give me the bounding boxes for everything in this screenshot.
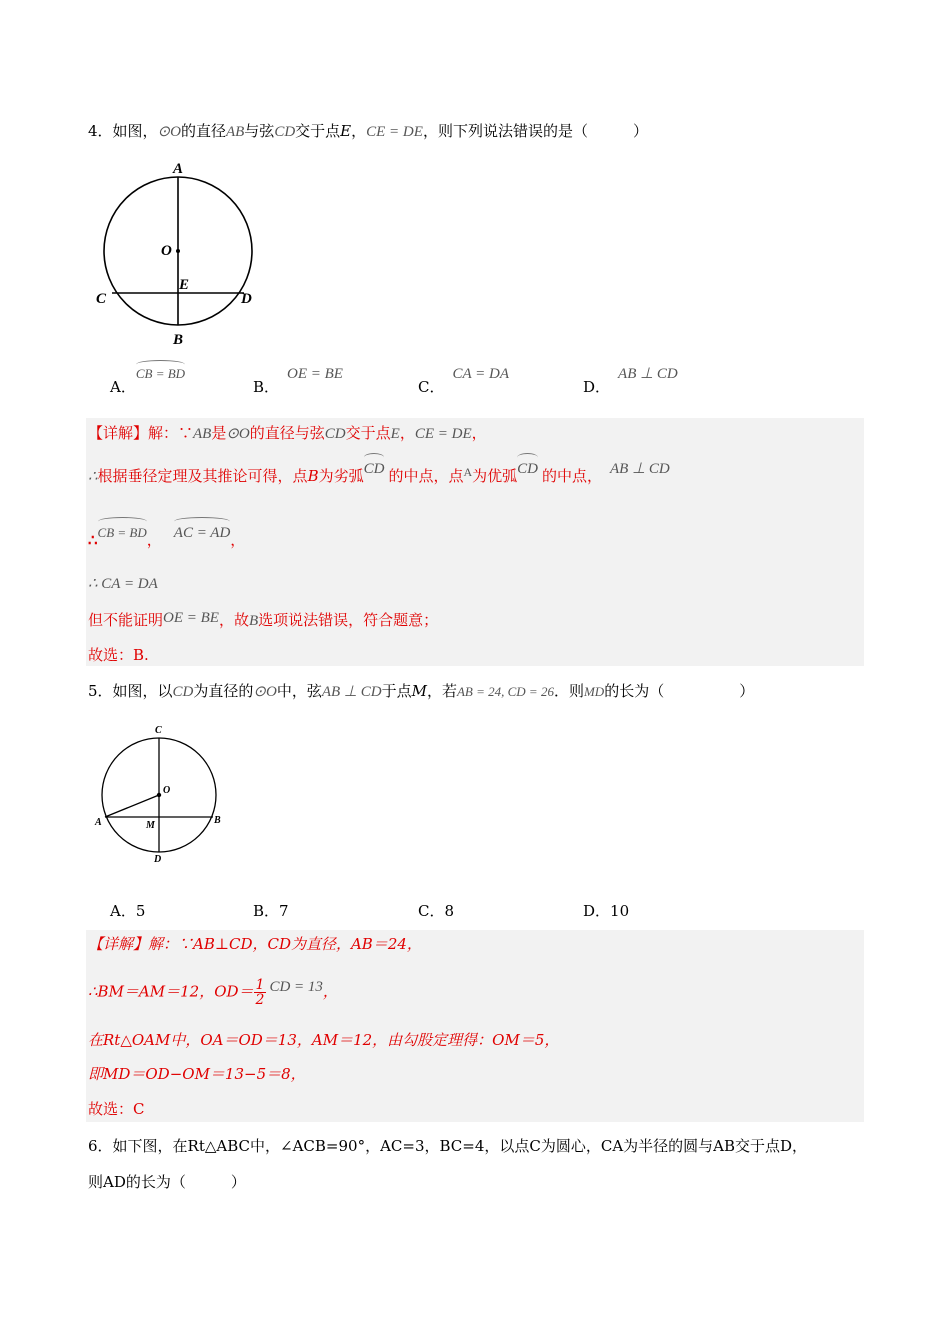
- q5-label-d: D: [154, 854, 162, 865]
- q5-stem: 5．如图，以CD为直径的⊙O中，弦AB ⊥ CD于点M，若AB = 24, CD = 26．则MD的长为（ ）: [88, 682, 755, 700]
- q4-option-a: A．CB = BD: [110, 366, 186, 396]
- q4-sol-line-3: ∴CB = BD， AC = AD，: [88, 525, 246, 549]
- q4-label-d: D: [241, 291, 252, 307]
- q5-sol-line-3: 在Rt△OAM中，OA＝OD＝13，AM＝12，由勾股定理得：OM＝5，: [88, 1031, 560, 1049]
- q5-option-b: B．7: [253, 902, 289, 920]
- q5-label-a: A: [95, 817, 102, 828]
- q4-label-a: A: [173, 161, 184, 177]
- q4-label-e: E: [179, 277, 190, 293]
- q5-solution-box: [86, 930, 864, 1122]
- q4-option-b: B．OE = BE: [253, 366, 343, 396]
- q4-label-o: O: [161, 243, 172, 259]
- q4-option-d: D．AB ⊥ CD: [583, 366, 678, 396]
- q4-sol-line-4: ∴ CA = DA: [88, 576, 158, 592]
- q5-label-b: B: [214, 815, 221, 826]
- q4-label-b: B: [173, 332, 184, 348]
- q5-sol-line-4: 即MD＝OD−OM＝13−5＝8，: [88, 1065, 306, 1083]
- q5-label-c: C: [155, 725, 162, 736]
- q4-label-c: C: [96, 291, 107, 307]
- q5-option-c: C．8: [418, 902, 455, 920]
- q5-option-d: D．10: [583, 902, 630, 920]
- q5-sol-line-1: 【详解】解：∵AB⊥CD，CD为直径，AB＝24，: [88, 935, 422, 953]
- q5-label-m: M: [146, 820, 155, 831]
- q5-sol-line-2: ∴BM＝AM＝12，OD＝ $\frac{1}{2}$ CD = 13，: [88, 977, 338, 1008]
- q4-center-dot: [176, 249, 180, 253]
- q5-label-o: O: [163, 785, 171, 796]
- q5-sol-line-5: 故选：C: [88, 1100, 145, 1118]
- q4-sol-line-2: ∴根据垂径定理及其推论可得，点B为劣弧CD 的中点，点$^A$为优弧CD 的中点， AB ⊥ CD: [88, 461, 670, 485]
- q4-sol-line-6: 故选：B.: [88, 646, 149, 664]
- q4-sol-line-1: 【详解】解：∵AB是⊙O的直径与弦CD交于点E，CE = DE，: [88, 424, 487, 442]
- q6-stem-line-2: 则AD的长为（ ）: [88, 1173, 246, 1191]
- q4-option-c: C．CA = DA: [418, 366, 509, 396]
- q6-stem-line-1: 6．如下图，在Rt△ABC中，∠ACB=90°，AC=3，BC=4，以点C为圆心，CA为半径的圆与AB交于点D，: [88, 1137, 808, 1155]
- q5-circle-figure: [92, 722, 232, 867]
- q5-radius-oa: [105, 795, 159, 817]
- q4-sol-line-5: 但不能证明OE = BE，故B选项说法错误，符合题意；: [88, 610, 439, 629]
- q5-option-a: A．5: [110, 902, 146, 920]
- q4-stem: 4．如图，⊙O的直径AB与弦CD交于点E，CE = DE，则下列说法错误的是（ ）: [88, 122, 648, 140]
- q4-circle-figure: [90, 155, 270, 350]
- q5-fraction-half: $\frac{1}{2}$: [255, 977, 265, 1008]
- q5-center-dot: [157, 793, 161, 797]
